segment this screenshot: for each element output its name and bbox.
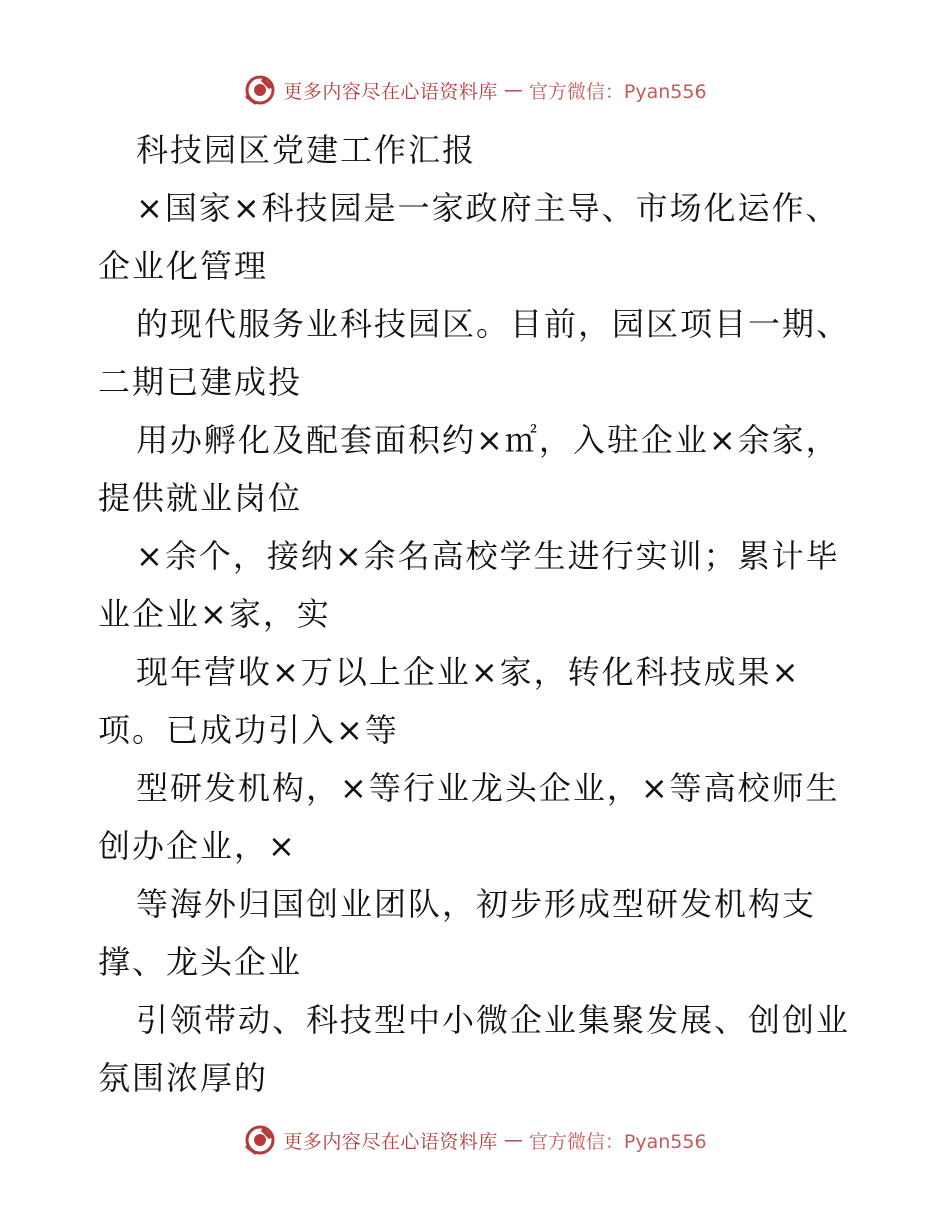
library-name: 更多内容尽在心语资料库	[283, 80, 498, 103]
paragraph-line: 用办孵化及配套面积约×㎡，入驻企业×余家，	[136, 421, 840, 459]
banner-content	[243, 73, 706, 107]
paragraph-line: 项。已成功引入×等	[98, 711, 399, 749]
library-logo-icon	[243, 1123, 277, 1157]
paragraph-line: ×余个，接纳×余名高校学生进行实训；累计毕	[136, 537, 840, 575]
paragraph-line: 引领带动、科技型中小微企业集聚发展、创创业	[136, 1001, 851, 1039]
paragraph-line: 氛围浓厚的	[98, 1059, 269, 1097]
paragraph-line: 企业化管理	[98, 247, 269, 285]
paragraph-line: 提供就业岗位	[98, 479, 303, 517]
paragraph-line: 二期已建成投	[98, 363, 303, 401]
banner-separator: —	[503, 1129, 523, 1151]
paragraph-line: 创办企业，×	[98, 827, 297, 865]
library-logo-icon	[243, 73, 277, 107]
paragraph-line: 的现代服务业科技园区。目前，园区项目一期、	[136, 305, 851, 343]
paragraph-line: 业企业×家，实	[98, 595, 331, 633]
paragraph-line: 撑、龙头企业	[98, 943, 303, 981]
banner-separator: —	[503, 79, 523, 101]
library-name: 更多内容尽在心语资料库	[283, 1130, 498, 1153]
paragraph-line: ×国家×科技园是一家政府主导、市场化运作、	[136, 189, 840, 227]
paragraph-line: 型研发机构，×等行业龙头企业，×等高校师生	[136, 769, 840, 807]
wechat-label: 官方微信：Pyan556	[528, 1130, 707, 1153]
banner-content	[243, 1123, 706, 1157]
header-banner	[0, 70, 950, 110]
document-title: 科技园区党建工作汇报	[136, 131, 477, 169]
wechat-label: 官方微信：Pyan556	[528, 80, 707, 103]
footer-banner	[0, 1120, 950, 1160]
paragraph-line: 等海外归国创业团队，初步形成型研发机构支	[136, 885, 817, 923]
paragraph-line: 现年营收×万以上企业×家，转化科技成果×	[136, 653, 801, 691]
